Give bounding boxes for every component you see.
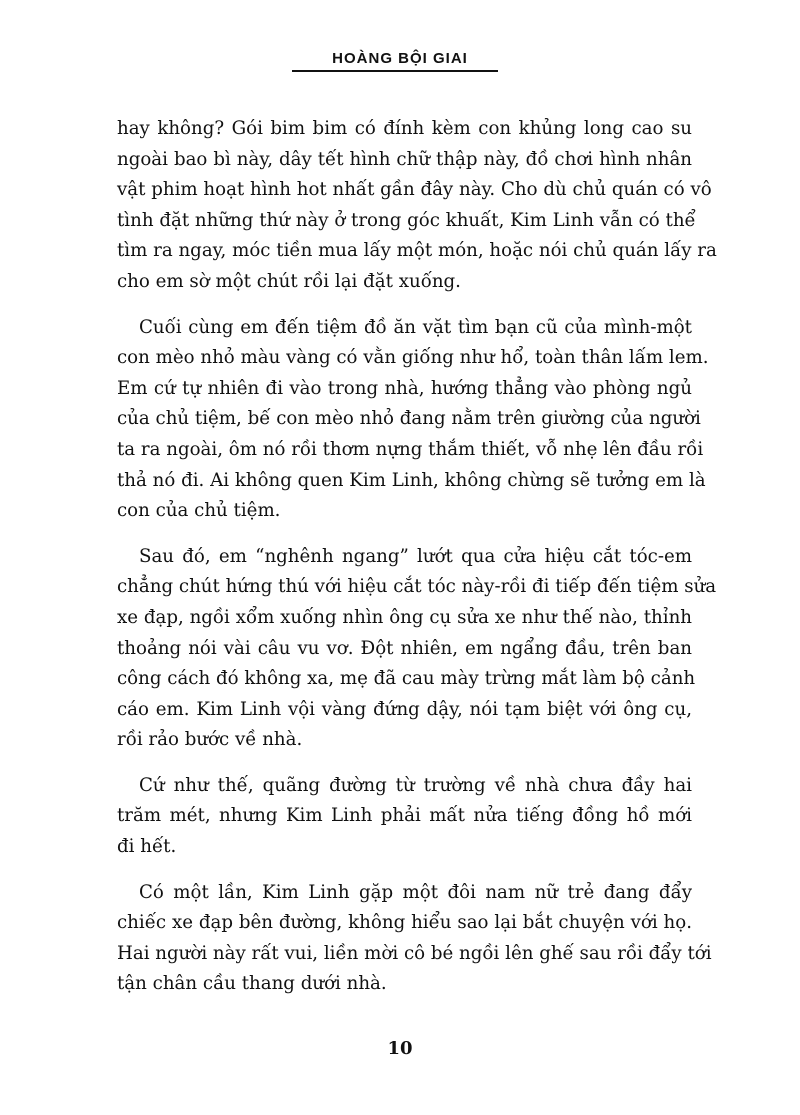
- text-line: công cách đó không xa, mẹ đã cau mày trừng mắt làm bộ cảnh: [117, 668, 696, 690]
- page-number: 10: [387, 1038, 413, 1059]
- header-rule: [292, 70, 498, 72]
- text-line: con của chủ tiệm.: [117, 500, 281, 522]
- text-line: Có một lần, Kim Linh gặp một đôi nam nữ trẻ đang đẩy: [139, 881, 692, 903]
- page-body: [117, 114, 717, 1015]
- paragraph: [117, 542, 717, 756]
- text-line: đi hết.: [117, 836, 177, 858]
- text-line: ngoài bao bì này, dây tết hình chữ thập này, đồ chơi hình nhân: [117, 148, 692, 170]
- paragraph: [117, 878, 712, 1000]
- text-line: chẳng chút hứng thú với hiệu cắt tóc này-rồi đi tiếp đến tiệm sửa: [117, 576, 717, 598]
- paragraph: [117, 313, 709, 527]
- text-line: Cuối cùng em đến tiệm đồ ăn vặt tìm bạn cũ của mình-một: [139, 316, 692, 338]
- text-line: cáo em. Kim Linh vội vàng đứng dậy, nói tạm biệt với ông cụ,: [117, 698, 692, 720]
- text-line: xe đạp, ngồi xổm xuống nhìn ông cụ sửa xe như thế nào, thỉnh: [117, 606, 692, 628]
- text-line: Cứ như thế, quãng đường từ trường về nhà chưa đầy hai: [139, 774, 692, 796]
- text-line: Sau đó, em “nghênh ngang” lướt qua cửa hiệu cắt tóc-em: [139, 545, 692, 567]
- text-line: tận chân cầu thang dưới nhà.: [117, 973, 387, 995]
- running-header: HOÀNG BỘI GIAI: [332, 50, 468, 67]
- text-line: trăm mét, nhưng Kim Linh phải mất nửa tiếng đồng hồ mới: [117, 805, 692, 827]
- text-line: Hai người này rất vui, liền mời cô bé ngồi lên ghế sau rồi đẩy tới: [117, 942, 712, 964]
- text-line: hay không? Gói bim bim có đính kèm con khủng long cao su: [117, 118, 692, 139]
- text-line: thả nó đi. Ai không quen Kim Linh, không chừng sẽ tưởng em là: [117, 469, 706, 491]
- text-line: ta ra ngoài, ôm nó rồi thơm nựng thắm thiết, vỗ nhẹ lên đầu rồi: [117, 438, 704, 460]
- text-line: chiếc xe đạp bên đường, không hiểu sao lại bắt chuyện với họ.: [117, 912, 692, 934]
- text-line: Em cứ tự nhiên đi vào trong nhà, hướng thẳng vào phòng ngủ: [117, 377, 692, 399]
- text-line: của chủ tiệm, bế con mèo nhỏ đang nằm trên giường của người: [117, 408, 701, 430]
- paragraph: [117, 114, 717, 298]
- paragraph: [117, 771, 692, 863]
- text-line: vật phim hoạt hình hot nhất gần đây này. Cho dù chủ quán có vô: [117, 179, 712, 201]
- text-line: con mèo nhỏ màu vàng có vằn giống như hổ, toàn thân lấm lem.: [117, 347, 709, 369]
- text-line: cho em sờ một chút rồi lại đặt xuống.: [117, 270, 461, 292]
- text-line: thoảng nói vài câu vu vơ. Đột nhiên, em ngẩng đầu, trên ban: [117, 637, 692, 659]
- text-line: tình đặt những thứ này ở trong góc khuất, Kim Linh vẫn có thể: [117, 209, 696, 231]
- text-line: tìm ra ngay, móc tiền mua lấy một món, hoặc nói chủ quán lấy ra: [117, 240, 717, 262]
- text-line: rồi rảo bước về nhà.: [117, 729, 303, 751]
